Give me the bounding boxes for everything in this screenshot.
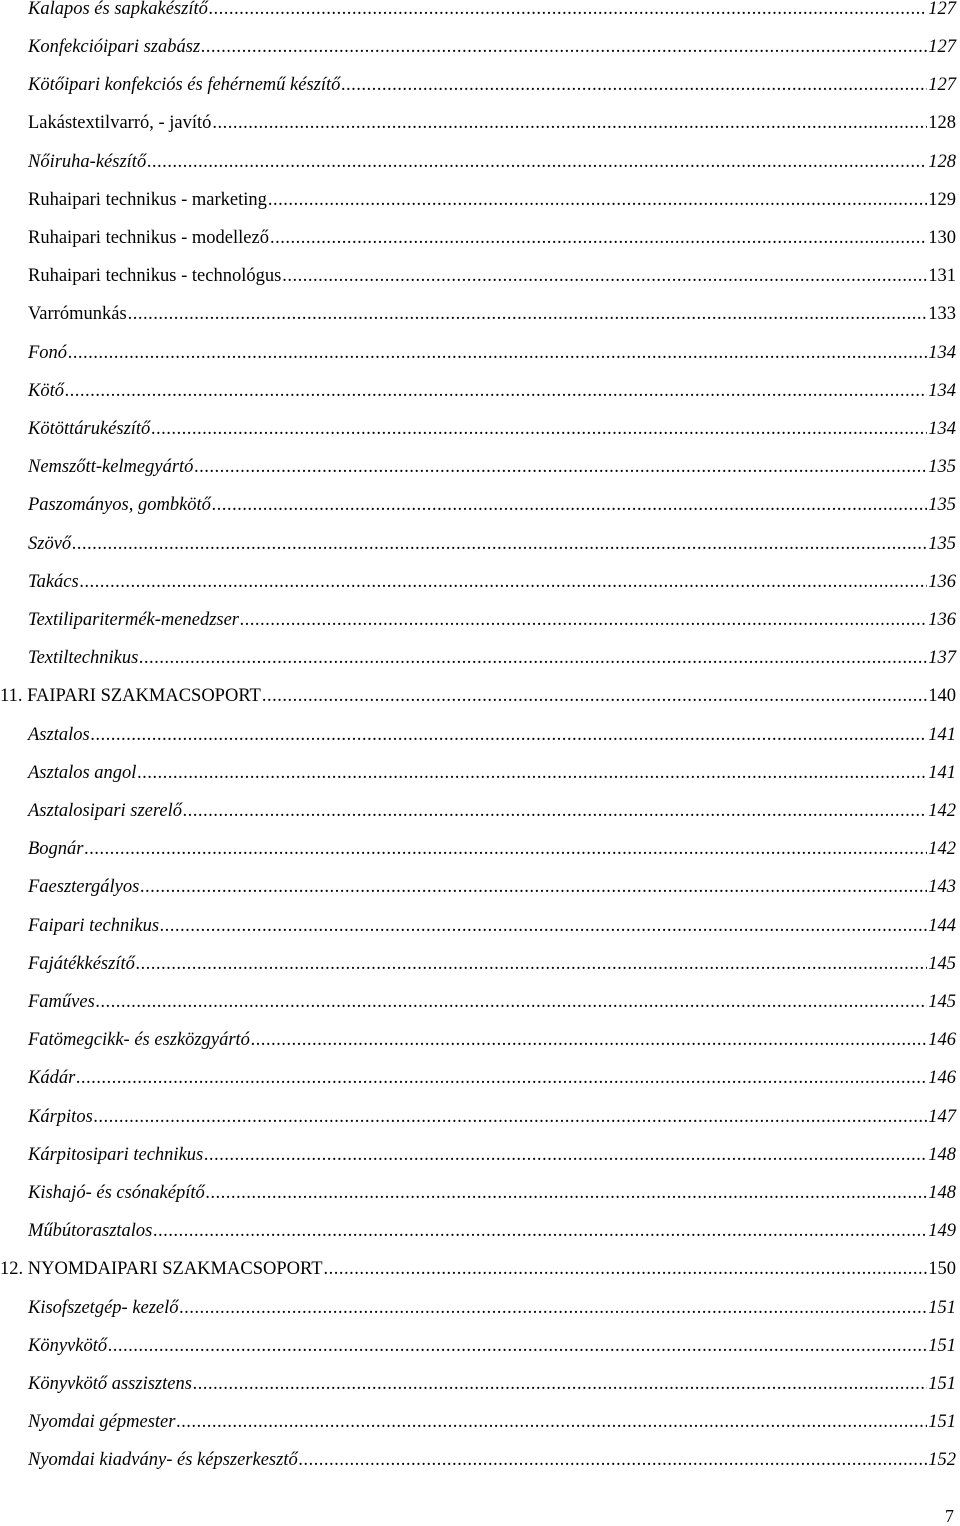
toc-entry-title: Fatömegcikk- és eszközgyártó [28,1030,250,1050]
toc-leader-dots [128,303,928,325]
toc-leader-dots [204,1144,927,1166]
toc-entry-page: 136 [928,610,956,630]
toc-entry-title: Fonó [28,343,68,363]
toc-entry[interactable] [0,989,956,1013]
toc-entry-page: 151 [928,1336,956,1356]
toc-leader-dots [193,1373,927,1395]
toc-leader-dots [160,915,927,937]
toc-entry-page: 145 [928,954,956,974]
toc-entry-title: Kádár [28,1068,76,1088]
toc-entry[interactable] [0,34,956,58]
toc-leader-dots [147,151,927,173]
toc-entry-page: 142 [928,801,956,821]
toc-leader-dots [270,227,927,249]
toc-entry-title: Kishajó- és csónaképítő [28,1183,205,1203]
toc-leader-dots [176,1411,927,1433]
toc-entry-title: Paszományos, gombkötő [28,495,211,515]
toc-entry-page: 141 [928,763,956,783]
toc-entry-title: Kötőipari konfekciós és fehérnemű készítő [28,75,341,95]
toc-section-entry[interactable] [0,683,956,707]
toc-entry[interactable] [0,0,956,20]
toc-entry-title: Kárpitos [28,1107,93,1127]
toc-leader-dots [136,953,927,975]
toc-entry-title: Ruhaipari technikus - marketing [28,190,267,210]
toc-entry-title: Faesztergályos [28,877,140,897]
toc-leader-dots [251,1029,927,1051]
toc-entry-page: 127 [928,0,956,19]
toc-entry[interactable] [0,531,956,555]
toc-leader-dots [68,342,927,364]
toc-entry[interactable] [0,951,956,975]
toc-entry[interactable] [0,569,956,593]
toc-entry[interactable] [0,1027,956,1051]
toc-entry-page: 133 [928,304,956,324]
toc-entry-title: Asztalos angol [28,763,137,783]
toc-entry-title: Könyvkötő asszisztens [28,1374,192,1394]
toc-entry-page: 151 [928,1298,956,1318]
toc-entry-title: Kalapos és sapkakészítő [28,0,208,19]
toc-leader-dots [140,876,927,898]
toc-entry-title: Takács [28,572,79,592]
toc-entry[interactable] [0,645,956,669]
toc-leader-dots [240,609,927,631]
toc-entry[interactable] [0,1371,956,1395]
toc-entry-title: Textiltechnikus [28,648,139,668]
toc-entry-page: 146 [928,1030,956,1050]
toc-entry-title: Bognár [28,839,84,859]
toc-entry[interactable] [0,378,956,402]
toc-entry[interactable] [0,1409,956,1433]
toc-leader-dots [212,112,927,134]
toc-entry-page: 148 [928,1183,956,1203]
toc-leader-dots [137,762,927,784]
toc-entry-page: 135 [928,457,956,477]
toc-leader-dots [96,991,927,1013]
toc-entry[interactable] [0,454,956,478]
toc-leader-dots [180,1297,928,1319]
toc-entry-page: 127 [928,37,956,57]
toc-leader-dots [72,533,927,555]
toc-entry-title: Asztalos [28,725,90,745]
toc-entry[interactable] [0,301,956,325]
toc-entry[interactable] [0,416,956,440]
toc-leader-dots [65,380,927,402]
toc-leader-dots [80,571,928,593]
toc-entry[interactable] [0,72,956,96]
toc-entry-page: 128 [928,113,956,133]
toc-entry-page: 150 [928,1259,956,1279]
toc-entry[interactable] [0,263,956,287]
toc-entry-title: Szövő [28,534,72,554]
toc-entry[interactable] [0,149,956,173]
toc-entry[interactable] [0,1065,956,1089]
toc-entry-title: Nőiruha-készítő [28,152,147,172]
toc-entry[interactable] [0,836,956,860]
toc-entry-title: Fajátékkészítő [28,954,135,974]
toc-entry[interactable] [0,1218,956,1242]
toc-entry-page: 143 [928,877,956,897]
toc-entry-title: Nyomdai gépmester [28,1412,176,1432]
toc-leader-dots [183,800,927,822]
toc-entry-page: 136 [928,572,956,592]
toc-leader-dots [282,265,927,287]
toc-entry-title: Kötöttárukészítő [28,419,151,439]
toc-entry-title: Faipari technikus [28,916,160,936]
toc-entry-title: Műbútorasztalos [28,1221,153,1241]
toc-entry[interactable] [0,225,956,249]
toc-entry-page: 130 [928,228,956,248]
toc-leader-dots [76,1067,927,1089]
toc-entry-title: Nyomdai kiadvány- és képszerkesztő [28,1450,298,1470]
toc-entry[interactable] [0,1142,956,1166]
toc-entry[interactable] [0,798,956,822]
toc-entry-title: Lakástextilvarró, - javító [28,113,212,133]
toc-entry[interactable] [0,913,956,937]
toc-leader-dots [341,74,927,96]
toc-entry-title: Konfekcióipari szabász [28,37,201,57]
toc-entry-page: 142 [928,839,956,859]
toc-leader-dots [324,1258,928,1280]
toc-entry-page: 134 [928,419,956,439]
toc-section-title: 12. NYOMDAIPARI SZAKMACSOPORT [0,1259,323,1279]
toc-entry-page: 131 [928,266,956,286]
toc-entry-title: Könyvkötő [28,1336,108,1356]
toc-entry-page: 129 [928,190,956,210]
toc-entry-page: 148 [928,1145,956,1165]
toc-entry[interactable] [0,110,956,134]
toc-entry-page: 149 [928,1221,956,1241]
toc-entry[interactable] [0,1180,956,1204]
toc-entry-page: 135 [928,495,956,515]
toc-entry-page: 135 [928,534,956,554]
toc-leader-dots [94,1106,927,1128]
toc-entry-page: 145 [928,992,956,1012]
toc-leader-dots [209,0,927,20]
toc-leader-dots [153,1220,927,1242]
toc-entry-page: 152 [928,1450,956,1470]
toc-leader-dots [268,189,927,211]
toc-entry-page: 127 [928,75,956,95]
toc-entry-title: Ruhaipari technikus - modellező [28,228,269,248]
toc-entry[interactable] [0,1295,956,1319]
toc-section-entry[interactable] [0,1256,956,1280]
toc-leader-dots [139,647,927,669]
toc-entry[interactable] [0,760,956,784]
toc-entry[interactable] [0,1447,956,1471]
toc-entry-title: Varrómunkás [28,304,127,324]
toc-entry-title: Nemszőtt-kelmegyártó [28,457,194,477]
toc-entry-title: Textiliparitermék-menedzser [28,610,239,630]
toc-leader-dots [194,456,927,478]
toc-entry[interactable] [0,492,956,516]
toc-entry[interactable] [0,722,956,746]
toc-leader-dots [201,36,927,58]
toc-leader-dots [262,685,927,707]
toc-entry-page: 137 [928,648,956,668]
toc-entry[interactable] [0,1104,956,1128]
toc-entry-page: 151 [928,1412,956,1432]
toc-leader-dots [206,1182,927,1204]
toc-entry-page: 128 [928,152,956,172]
toc-leader-dots [108,1335,927,1357]
toc-entry-page: 146 [928,1068,956,1088]
toc-entry-title: Kötő [28,381,64,401]
toc-entry[interactable] [0,1333,956,1357]
toc-entry-page: 147 [928,1107,956,1127]
toc-entry-page: 151 [928,1374,956,1394]
toc-leader-dots [85,838,928,860]
toc-leader-dots [151,418,927,440]
toc-section-title: 11. FAIPARI SZAKMACSOPORT [0,686,261,706]
toc-entry-page: 140 [928,686,956,706]
toc-entry-page: 141 [928,725,956,745]
toc-entry[interactable] [0,607,956,631]
toc-entry[interactable] [0,340,956,364]
toc-entry-page: 144 [928,916,956,936]
toc-entry-title: Kárpitosipari technikus [28,1145,204,1165]
toc-entry-title: Kisofszetgép- kezelő [28,1298,179,1318]
toc-leader-dots [299,1449,928,1471]
toc-entry[interactable] [0,187,956,211]
toc-entry-title: Asztalosipari szerelő [28,801,183,821]
page-number: 7 [945,1506,954,1526]
toc-entry-page: 134 [928,381,956,401]
toc-entry-title: Faműves [28,992,95,1012]
toc-entry[interactable] [0,874,956,898]
toc-entry-title: Ruhaipari technikus - technológus [28,266,282,286]
toc-leader-dots [91,724,928,746]
toc-leader-dots [212,494,927,516]
toc-entry-page: 134 [928,343,956,363]
